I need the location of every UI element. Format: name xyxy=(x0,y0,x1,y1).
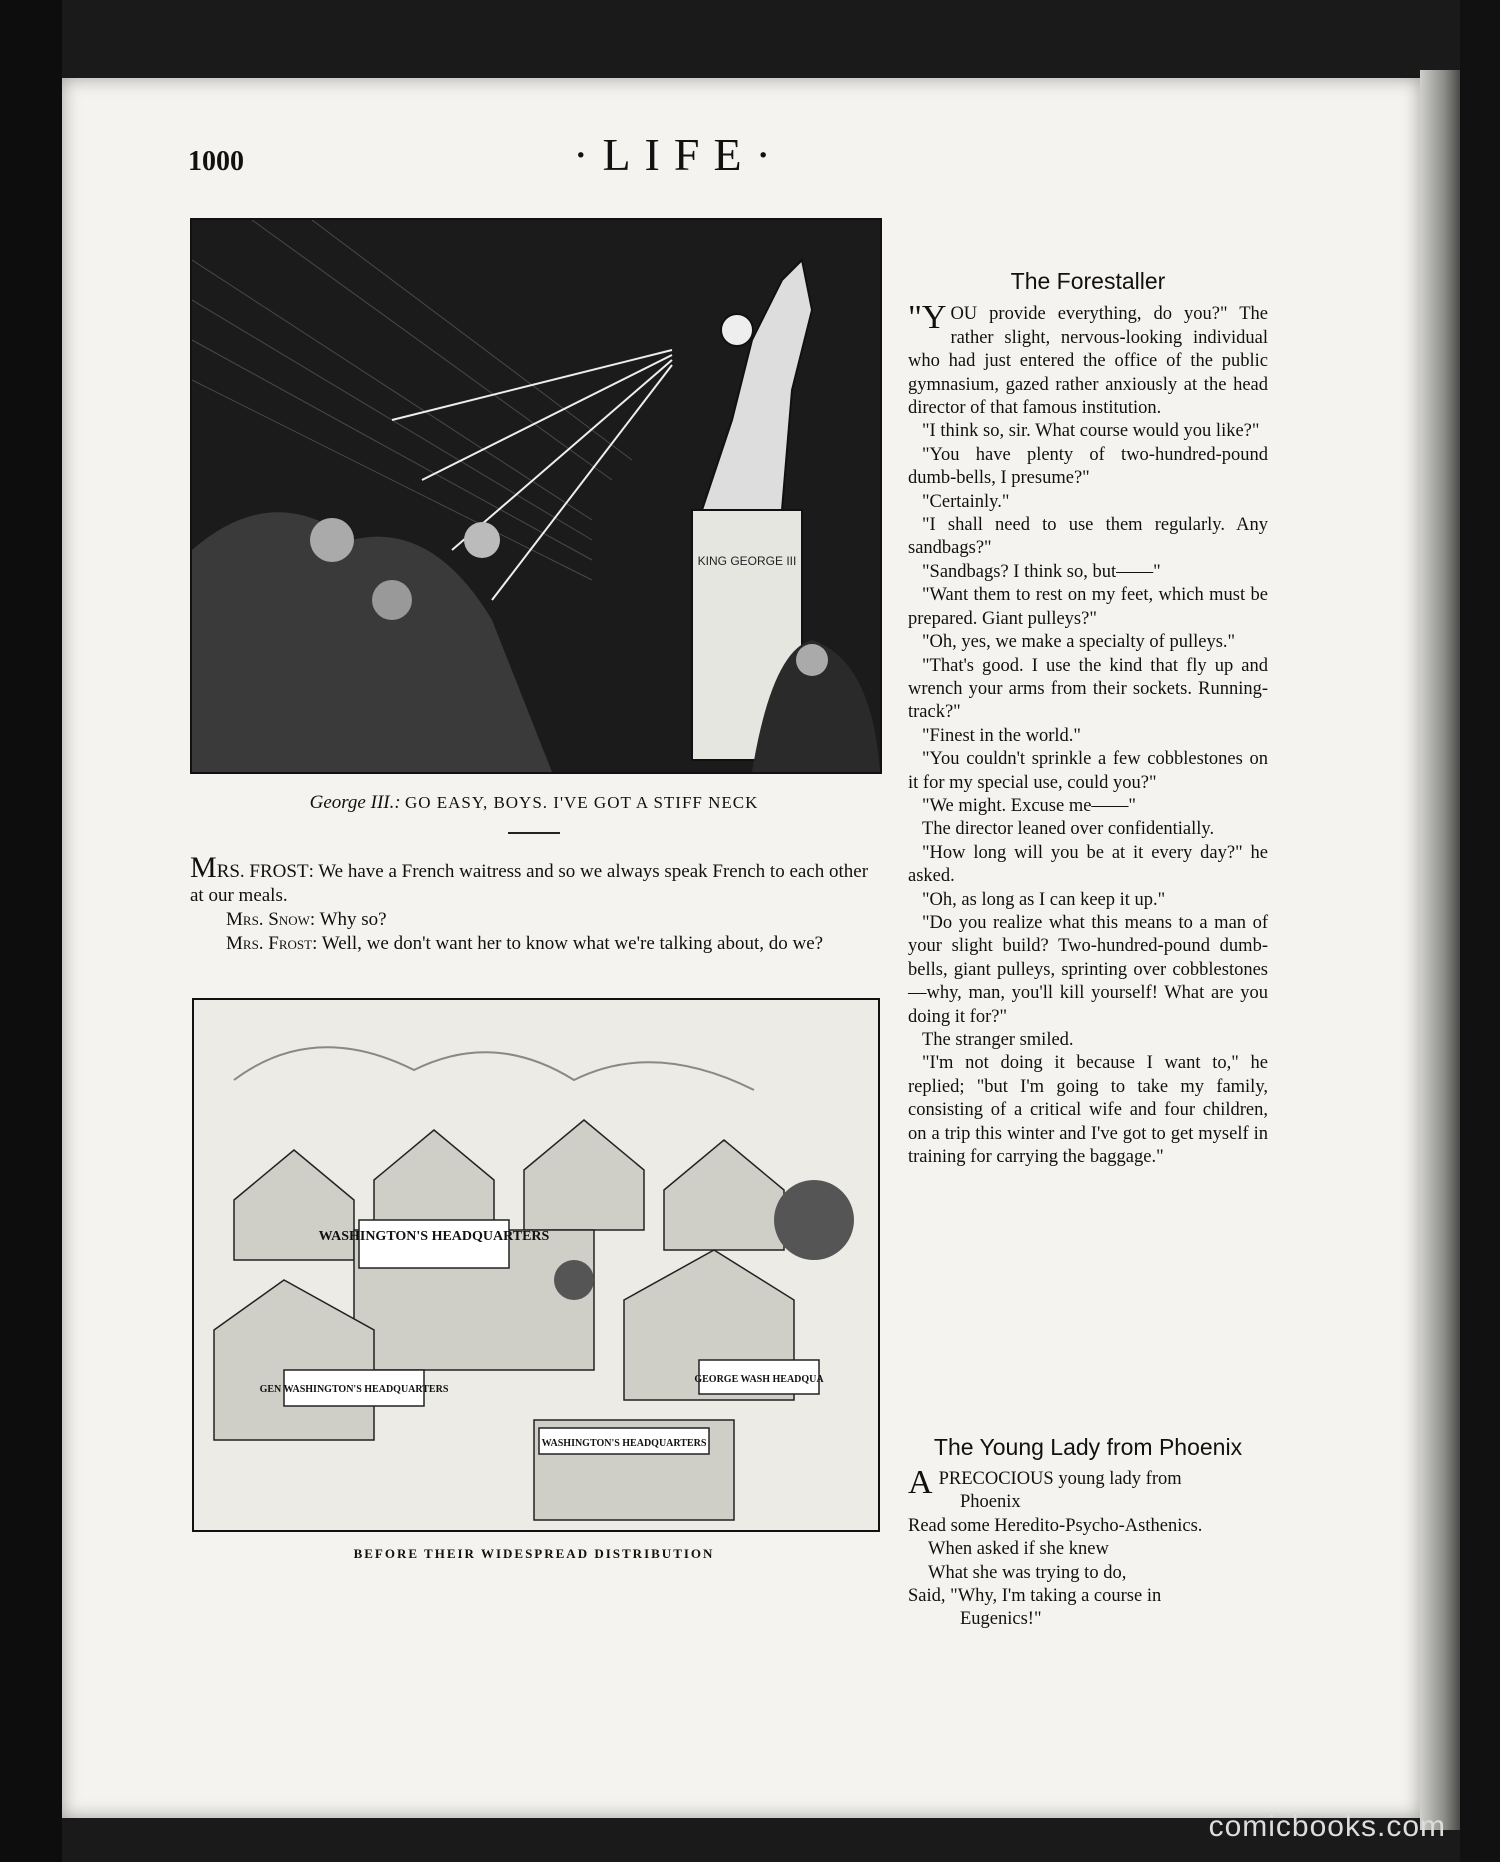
forestaller-paragraph: The director leaned over confidentially. xyxy=(922,819,1215,840)
speaker-frost-2: Mrs. Frost xyxy=(226,933,313,954)
page-number: 1000 xyxy=(188,146,244,177)
forestaller-paragraph: "Finest in the world." xyxy=(922,725,1081,746)
town-drawing xyxy=(194,1000,878,1530)
frost-dialogue xyxy=(190,851,880,956)
site-watermark: comicbooks.com xyxy=(1208,1810,1446,1843)
poem-line: When asked if she knew xyxy=(928,1539,1109,1560)
statue-scene-drawing xyxy=(192,220,880,772)
caption-line: GO EASY, BOYS. I'VE GOT A STIFF NECK xyxy=(404,793,759,812)
masthead: ·LIFE· xyxy=(573,129,785,180)
forestaller-paragraph: "That's good. I use the kind that fly up and wrench your arms from their sockets. Running-track?" xyxy=(908,655,1268,723)
poem-line: PRECOCIOUS young lady from xyxy=(938,1469,1182,1489)
sign-george-wash: GEORGE WASH HEADQUA xyxy=(694,1374,824,1385)
forestaller-paragraph: "Oh, yes, we make a specialty of pulleys." xyxy=(922,632,1236,653)
sign-gen-washington: GEN WASHINGTON'S HEADQUARTERS xyxy=(259,1384,449,1395)
page-edge xyxy=(1420,70,1460,1830)
poem-line: Said, "Why, I'm taking a course in xyxy=(908,1586,1162,1607)
speaker-frost: RS. FROST xyxy=(216,861,309,882)
forestaller-paragraph: OU provide everything, do you?" The rather slight, nervous-looking individual who had just entered the office of the public gymnasium, gazed rather anxiously at the head director of that famous institution. xyxy=(908,304,1268,419)
forestaller-paragraph: The stranger smiled. xyxy=(922,1030,1074,1050)
forestaller-paragraph: "I shall need to use them regularly. Any sandbags?" xyxy=(908,515,1268,559)
dialogue-line-3: : Well, we don't want her to know what we're talking about, do we? xyxy=(312,933,824,954)
forestaller-paragraph: "Oh, as long as I can keep it up." xyxy=(922,889,1166,910)
limerick xyxy=(908,1464,1268,1632)
forestaller-paragraph: "I think so, sir. What course would you like?" xyxy=(922,421,1260,442)
forestaller-title: The Forestaller xyxy=(1010,268,1166,294)
scan-border-right xyxy=(1460,0,1500,1862)
scan-border-left xyxy=(0,0,62,1862)
forestaller-paragraph: "Want them to rest on my feet, which must be prepared. Giant pulleys?" xyxy=(908,585,1268,629)
forestaller-paragraph: "Certainly." xyxy=(922,491,1010,512)
forestaller-column xyxy=(908,270,1268,1169)
cartoon1-caption xyxy=(190,792,878,814)
poem-dropcap: A xyxy=(908,1464,933,1501)
forestaller-paragraph: "Sandbags? I think so, but——" xyxy=(922,561,1161,582)
caption-speaker: George III.: xyxy=(309,792,401,813)
cartoon-washington-headquarters xyxy=(192,998,880,1532)
dialogue-dropcap: M xyxy=(190,851,217,884)
speaker-snow: Mrs. Snow xyxy=(226,909,310,930)
statue-plaque: KING GEORGE III xyxy=(697,554,797,568)
dialogue-line-2: : Why so? xyxy=(309,909,387,930)
sign-washington-lower: WASHINGTON'S HEADQUARTERS xyxy=(541,1438,707,1449)
dialogue-line-1: : We have a French waitress and so we always speak French to each other at our meals. xyxy=(190,861,869,906)
poem-line: What she was trying to do, xyxy=(928,1562,1127,1583)
forestaller-paragraph: "You couldn't sprinkle a few cobblestones on it for my special use, could you?" xyxy=(908,749,1268,793)
forestaller-paragraph: "Do you realize what this means to a man of your slight build? Two-hundred-pound dumb-bells, giant pulleys, sprinting over cobblestones—why, man, you'll kill yourself! What are you doing it for?" xyxy=(908,912,1268,1027)
cartoon-statue-toppling xyxy=(190,218,882,774)
forestaller-paragraph: "I'm not doing it because I want to," he replied; "but I'm going to take my family, consisting of a critical wife and four children, on a trip this winter and I've got to get myself in training for carrying the baggage." xyxy=(908,1053,1268,1168)
section-divider xyxy=(508,832,560,834)
forestaller-paragraph: "We might. Excuse me——" xyxy=(922,795,1136,816)
poem-line: Phoenix xyxy=(960,1492,1021,1513)
sign-headquarters-main: WASHINGTON'S HEADQUARTERS xyxy=(318,1229,550,1244)
poem-title: The Young Lady from Phoenix xyxy=(933,1434,1243,1460)
forestaller-paragraph: "How long will you be at it every day?" he asked. xyxy=(908,842,1268,887)
forestaller-dropcap: "Y xyxy=(908,299,947,337)
forestaller-paragraph: "You have plenty of two-hundred-pound dumb-bells, I presume?" xyxy=(908,444,1268,489)
poem-line: Eugenics!" xyxy=(960,1609,1042,1630)
poem-line: Read some Heredito-Psycho-Asthenics. xyxy=(908,1515,1203,1536)
cartoon2-caption: BEFORE THEIR WIDESPREAD DISTRIBUTION xyxy=(353,1546,715,1561)
